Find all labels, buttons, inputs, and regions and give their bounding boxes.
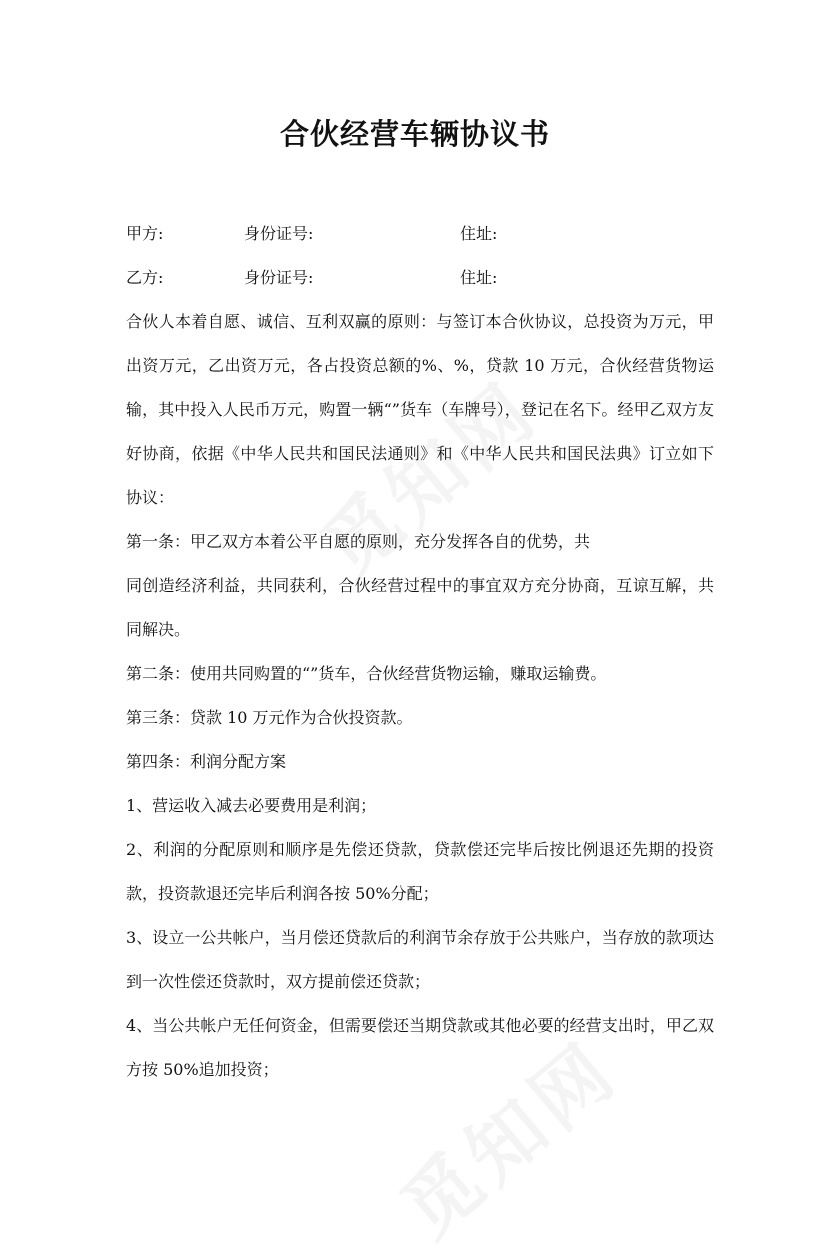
party-a-row [126,212,714,256]
document-title: 合伙经营车辆协议书 [279,117,550,151]
article-1-first-line: 第一条：甲乙双方本着公平自愿的原则，充分发挥各自的优势，共 [126,532,591,551]
article-4-item-4: 4、当公共帐户无任何资金，但需要偿还当期贷款或其他必要的经营支出时，甲乙双方按 50%追加投资； [126,1016,714,1079]
party-a-address-label: 住址: [460,224,498,243]
article-4-heading: 第四条：利润分配方案 [126,752,287,771]
document-body [126,212,714,1092]
article-3: 第三条：贷款 10 万元作为合伙投资款。 [126,708,413,727]
article-2: 第二条：使用共同购置的“”货车，合伙经营货物运输，赚取运输费。 [126,664,607,683]
party-a-id-label: 身份证号: [244,224,314,243]
party-b-address-label: 住址: [460,268,498,287]
article-1-continuation: 同创造经济利益，共同获利，合伙经营过程中的事宜双方充分协商，互谅互解，共同解决。 [126,576,714,639]
article-4-item-3: 3、设立一公共帐户，当月偿还贷款后的利润节余存放于公共账户，当存放的款项达到一次性偿还贷款时，双方提前偿还贷款； [126,928,714,991]
party-a-label: 甲方: [126,224,164,243]
party-b-row [126,256,714,300]
article-4-item-1: 1、营运收入减去必要费用是利润； [126,796,377,815]
party-b-label: 乙方: [126,268,164,287]
preamble-paragraph: 合伙人本着自愿、诚信、互利双赢的原则：与签订本合伙协议，总投资为万元，甲出资万元，乙出资万元，各占投资总额的%、%，贷款 10 万元，合伙经营货物运输，其中投入人民币万元，购置一辆“”货车（车牌号），登记在名下。经甲乙双方友好协商，依据《中华人民共和国民法通则》和《中华人民共和国民法典》订立如下协议： [126,312,714,507]
article-4-item-2: 2、利润的分配原则和顺序是先偿还贷款，贷款偿还完毕后按比例退还先期的投资款，投资款退还完毕后利润各按 50%分配； [126,840,714,903]
party-b-id-label: 身份证号: [244,268,314,287]
